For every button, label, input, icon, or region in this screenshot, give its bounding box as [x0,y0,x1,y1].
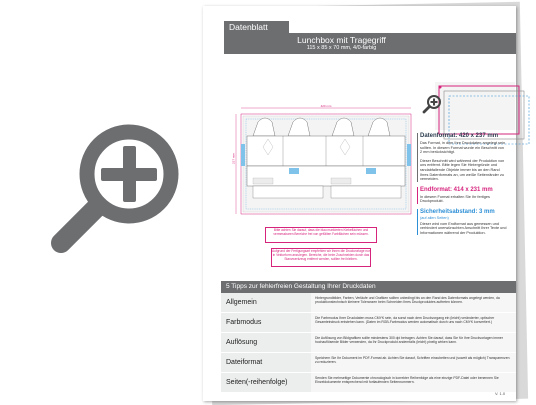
tip-text: Hintergrundbilder, Farben, Verläufe und Grafiken sollten unbedingt bis an den Rand des Datenformats angelegt werden, da produktionstechnisch kleinere Toleranzen beim Schneiden Ihres Druckproduktes auftreten können. [311,293,516,312]
endformat-block [417,187,507,204]
magnifier-plus-icon[interactable] [47,118,185,258]
header-tab: Datenblatt [224,21,289,33]
tip-text: Die Farbmodus Ihrer Druckdaten muss CMYK sein, da sonst nach dem Druckvorgang ein (leicht) veränderter, optischer Gesamteindruck entstehen kann. (Daten im RGB-Farbmodus werden automatisch durch uns nach CMYK konvertiert.) [311,313,516,332]
magnifier-plus-icon[interactable] [422,94,442,114]
tip-label: Allgemein [221,293,311,312]
tip-label: Seiten(-reihenfolge) [221,373,311,392]
warning-note-glue: Bitte achten Sie darauf, dass die blau markierten Klebeflächen und vermessbaren Bereiche frei von gefüllten Farbflächen sein müssen. [265,227,377,243]
tip-label: Farbmodus [221,313,311,332]
dataformat-block [417,133,507,182]
height-dimension-label: 237 mm [231,153,236,164]
dataformat-text-2: Dieser Beschnitt wird während der Produktion von uns entfernt. Bitte legen Sie Hintergründe und randabfallende Objekte immer bis an den Rand Ihres Datenformats an, um weiße Seitenränder zu vermeiden. [420,158,505,182]
tip-row [221,333,516,353]
safety-text: Dieser wird vom Endformat aus gemessen und verhindert unerwünschten Anschnitt Ihrer Texte und Informationen während der Produktion. [420,221,507,235]
dataformat-text: Das Format, in dem Ihre Druckdaten angelegt sein sollten. In diesem Format wurde ein Beschnitt von 2 mm berücksichtigt. [420,141,506,155]
dataformat-title: Datenformat: 420 x 237 mm [420,133,499,139]
format-info [417,133,507,240]
page-title: Lunchbox mit Tragegriff [297,35,386,45]
tips-section [221,281,516,393]
warning-note-vector: Aufgrund der Fertigungsart empfehlen wir Ihnen die Druckvorlage nur in Vektorform anzulegen. Bereiche, die beim Zuschneiden durch das Stanzwerkzeug entfernt werden, sollten frei bleiben. [271,248,371,267]
tip-row [221,313,516,333]
endformat-title: Endformat: 414 x 231 mm [420,186,493,193]
tip-text: Die Auflösung von Bildgrafiken sollte mindestens 300 dpi betragen. Achten Sie darauf, dass Sie für Ihre Druckvorlagen immer hochauflösende Bilder verwenden, da Ihr Druckprodukt andernfalls (leicht) pixelig wirken kann. [311,333,516,352]
tip-text: Speichern Sie Ihr Dokument im PDF-Format ab. Achten Sie darauf, Schriften einzubetten und (soweit als möglich) Transparenzen zu reduzieren. [311,353,516,372]
corner-detail [435,82,515,130]
tip-row [221,353,516,373]
tip-label: Auflösung [221,333,311,352]
endformat-text: In diesem Format erhalten Sie Ihr fertiges Druckprodukt. [420,194,490,204]
tip-row [221,293,516,313]
header-bar [224,33,516,54]
tip-row [221,373,516,393]
safety-title: Sicherheitsabstand: 3 mm [420,208,495,215]
dieline-drawing [233,104,418,219]
tip-text: Senden Sie mehrseitige Dokumente chronologisch in korrekter Reihenfolge als eine einzige PDF-Datei oder benennen Sie Einzeldokumente entsprechend mit fortlaufenden Seitennummern. [311,373,516,392]
width-dimension-label: 420 mm [320,104,332,108]
datasheet-page[interactable] [203,6,516,401]
safety-block [417,209,507,235]
tips-heading: 5 Tipps zur fehlerfreien Gestaltung Ihrer Druckdaten [221,281,516,293]
page-subtitle: 115 x 85 x 70 mm, 4/0-farbig [306,45,377,51]
tip-label: Dateiformat [221,353,311,372]
safety-subtitle: (auf allen Seiten) [420,215,449,220]
version-label: V. 1.0 [495,391,506,396]
